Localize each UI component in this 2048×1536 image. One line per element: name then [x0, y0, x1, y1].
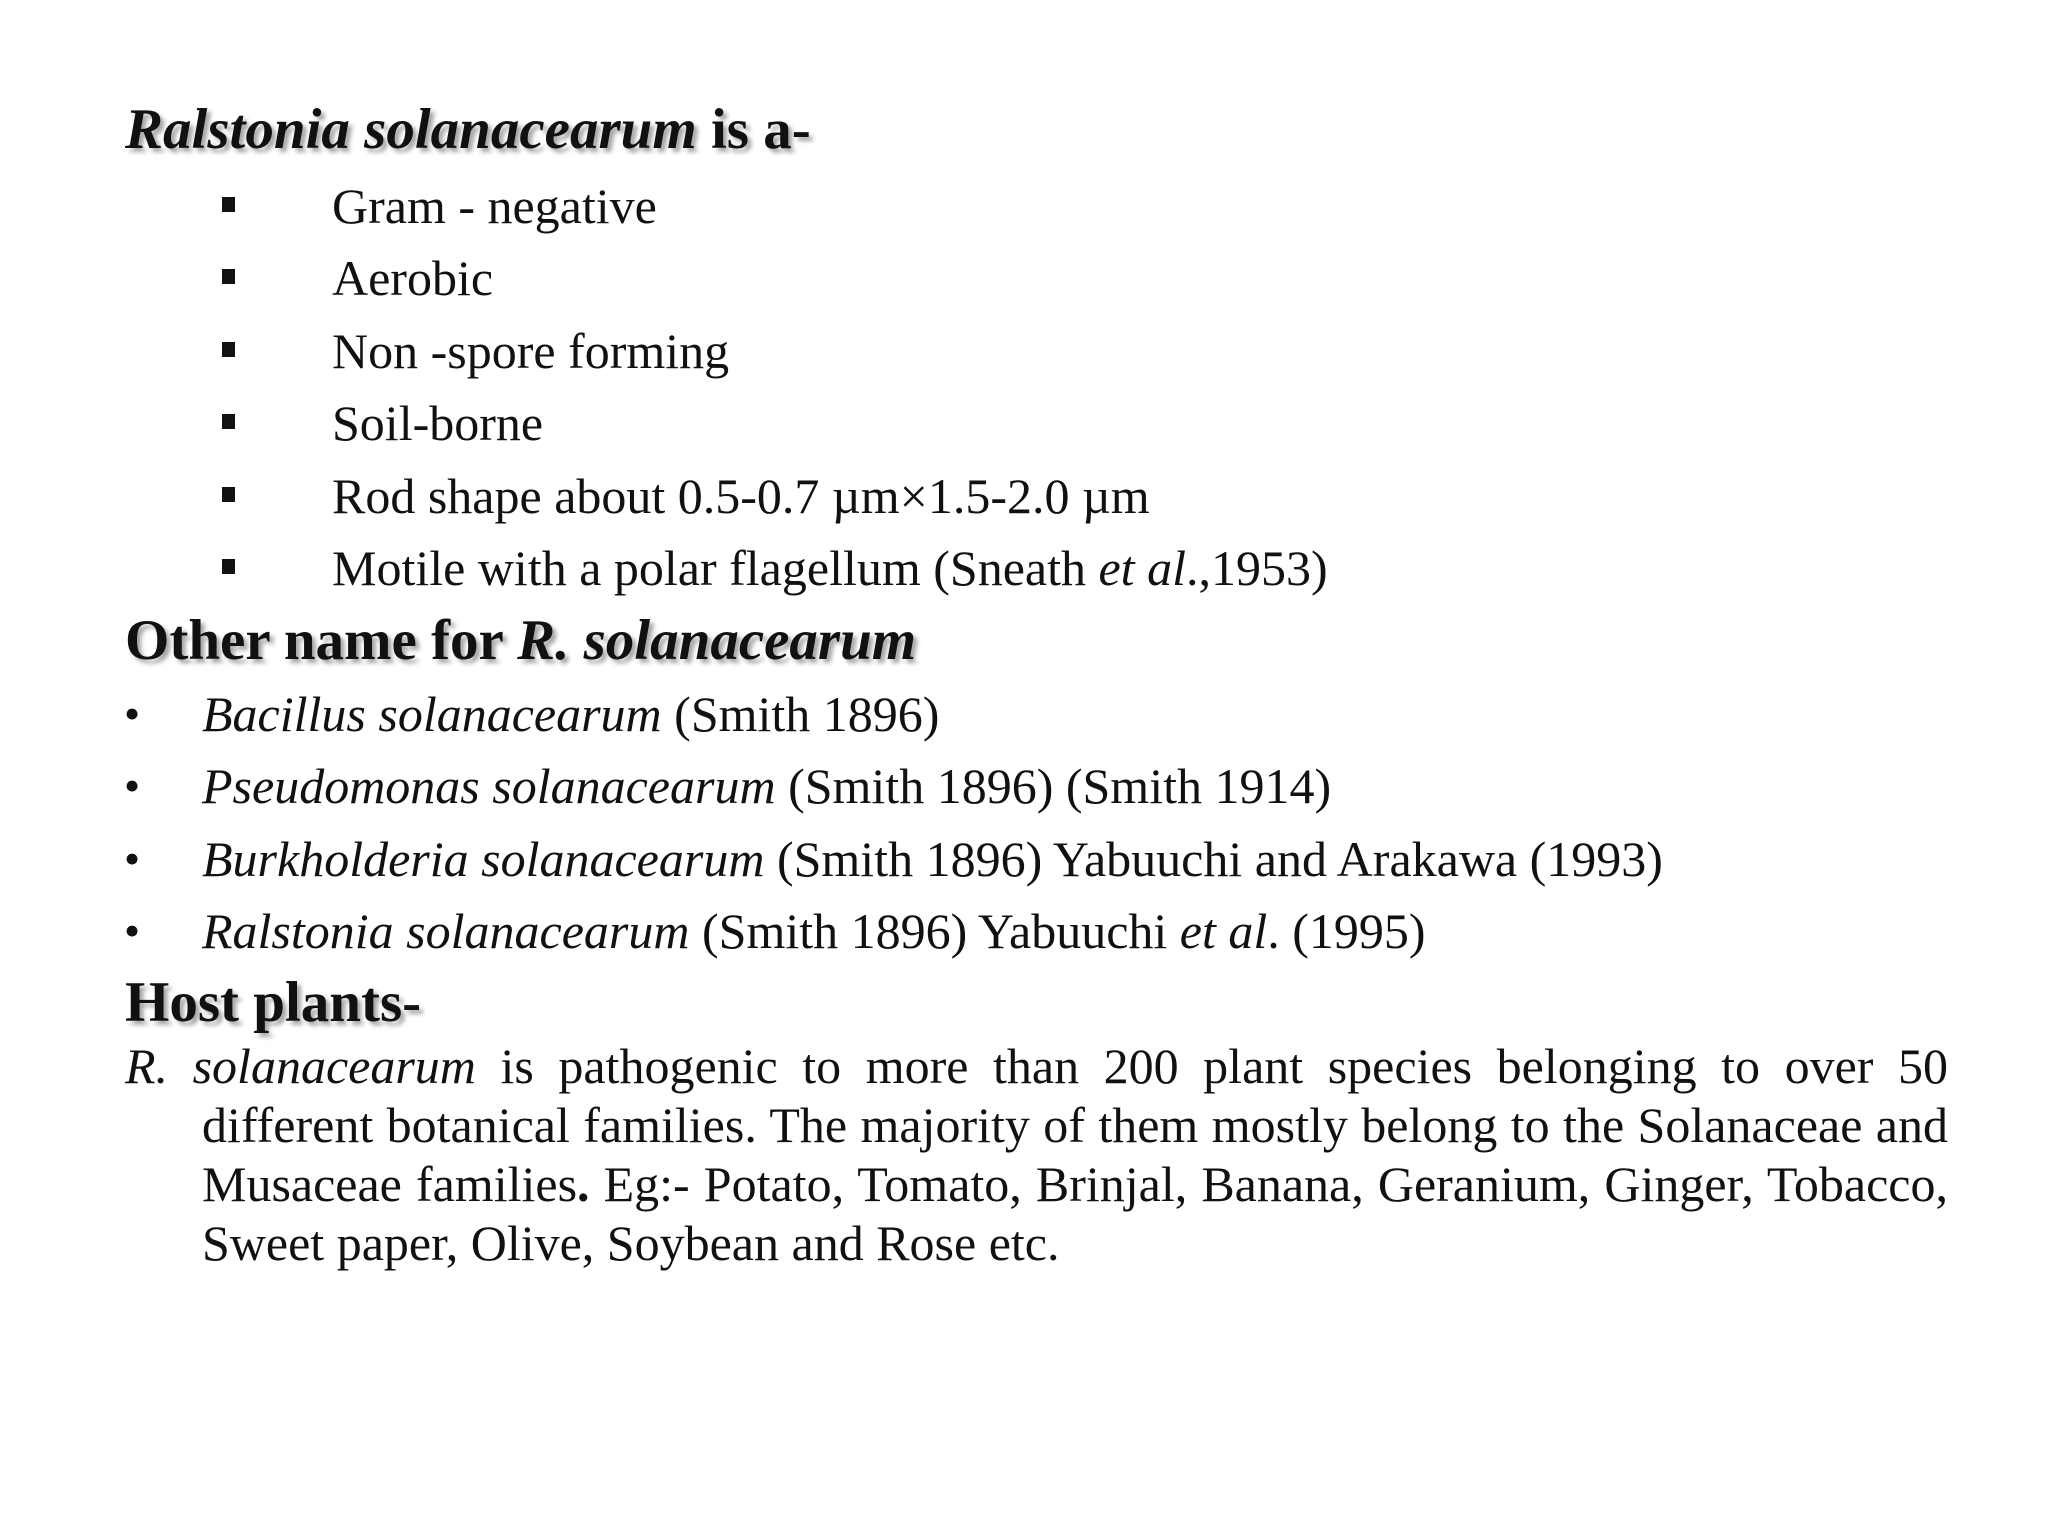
heading-other-names-italic: R. solanacearum — [517, 609, 917, 672]
para-text: is pathogenic to more than 200 plant species belonging to over 50 different botanical families. The majority of them mostly belong to the Solanaceae and Musaceae families — [202, 1038, 1949, 1212]
species-authority-end: . (1995) — [1267, 903, 1426, 959]
para-species-name: R. solanacearum — [125, 1038, 476, 1094]
species-name: Burkholderia solanacearum — [202, 831, 765, 887]
list-item-text: Gram - negative — [332, 178, 657, 234]
list-item-text — [332, 532, 1328, 604]
species-name: Ralstonia solanacearum — [202, 903, 690, 959]
species-name: Bacillus solanacearum — [202, 686, 662, 742]
species-authority: (Smith 1896) (Smith 1914) — [775, 758, 1332, 814]
square-bullet-icon — [222, 414, 235, 429]
dot-bullet-icon: • — [124, 688, 141, 739]
species-authority: (Smith 1896) Yabuuchi — [689, 903, 1180, 959]
list-item-text — [202, 750, 1331, 822]
species-name: Pseudomonas solanacearum — [202, 758, 776, 814]
para-text-end: Eg:- Potato, Tomato, Brinjal, Banana, Geranium, Ginger, Tobacco, Sweet paper, Olive, Soybean and Rose etc. — [202, 1156, 1949, 1271]
heading-other-names — [125, 606, 916, 676]
heading-ralstonia-rest: is a- — [696, 98, 811, 161]
host-plants-paragraph — [125, 1037, 1948, 1273]
dot-bullet-icon: • — [124, 905, 141, 956]
para-bold-dot: . — [577, 1156, 590, 1212]
species-authority: (Smith 1896) — [661, 686, 940, 742]
dot-bullet-icon: • — [124, 833, 141, 884]
square-bullet-icon — [222, 197, 235, 212]
list-item-text — [202, 895, 1426, 967]
list-item-text — [202, 823, 1663, 895]
list-item-text: Aerobic — [332, 250, 494, 306]
square-bullet-icon — [222, 342, 235, 357]
heading-host-plants: Host plants- — [125, 971, 422, 1034]
list-item-text: Rod shape about 0.5-0.7 µm×1.5-2.0 µm — [332, 468, 1150, 524]
list-item-text: Non -spore forming — [332, 323, 730, 379]
list-item-text — [202, 678, 939, 750]
list-item-text-after: .,1953) — [1185, 540, 1328, 596]
list-item-text-before: Motile with a polar flagellum (Sneath — [332, 540, 1099, 596]
square-bullet-icon — [222, 269, 235, 284]
list-item-text: Soil-borne — [332, 395, 544, 451]
square-bullet-icon — [222, 559, 235, 574]
species-authority-italic: et al — [1179, 903, 1268, 959]
square-bullet-icon — [222, 487, 235, 502]
heading-ralstonia — [125, 95, 811, 165]
list-item-text-italic: et al — [1098, 540, 1186, 596]
dot-bullet-icon: • — [124, 760, 141, 811]
heading-other-names-rest: Other name for — [125, 609, 518, 672]
heading-ralstonia-italic: Ralstonia solanacearum — [125, 98, 697, 161]
species-authority: (Smith 1896) Yabuuchi and Arakawa (1993) — [764, 831, 1663, 887]
